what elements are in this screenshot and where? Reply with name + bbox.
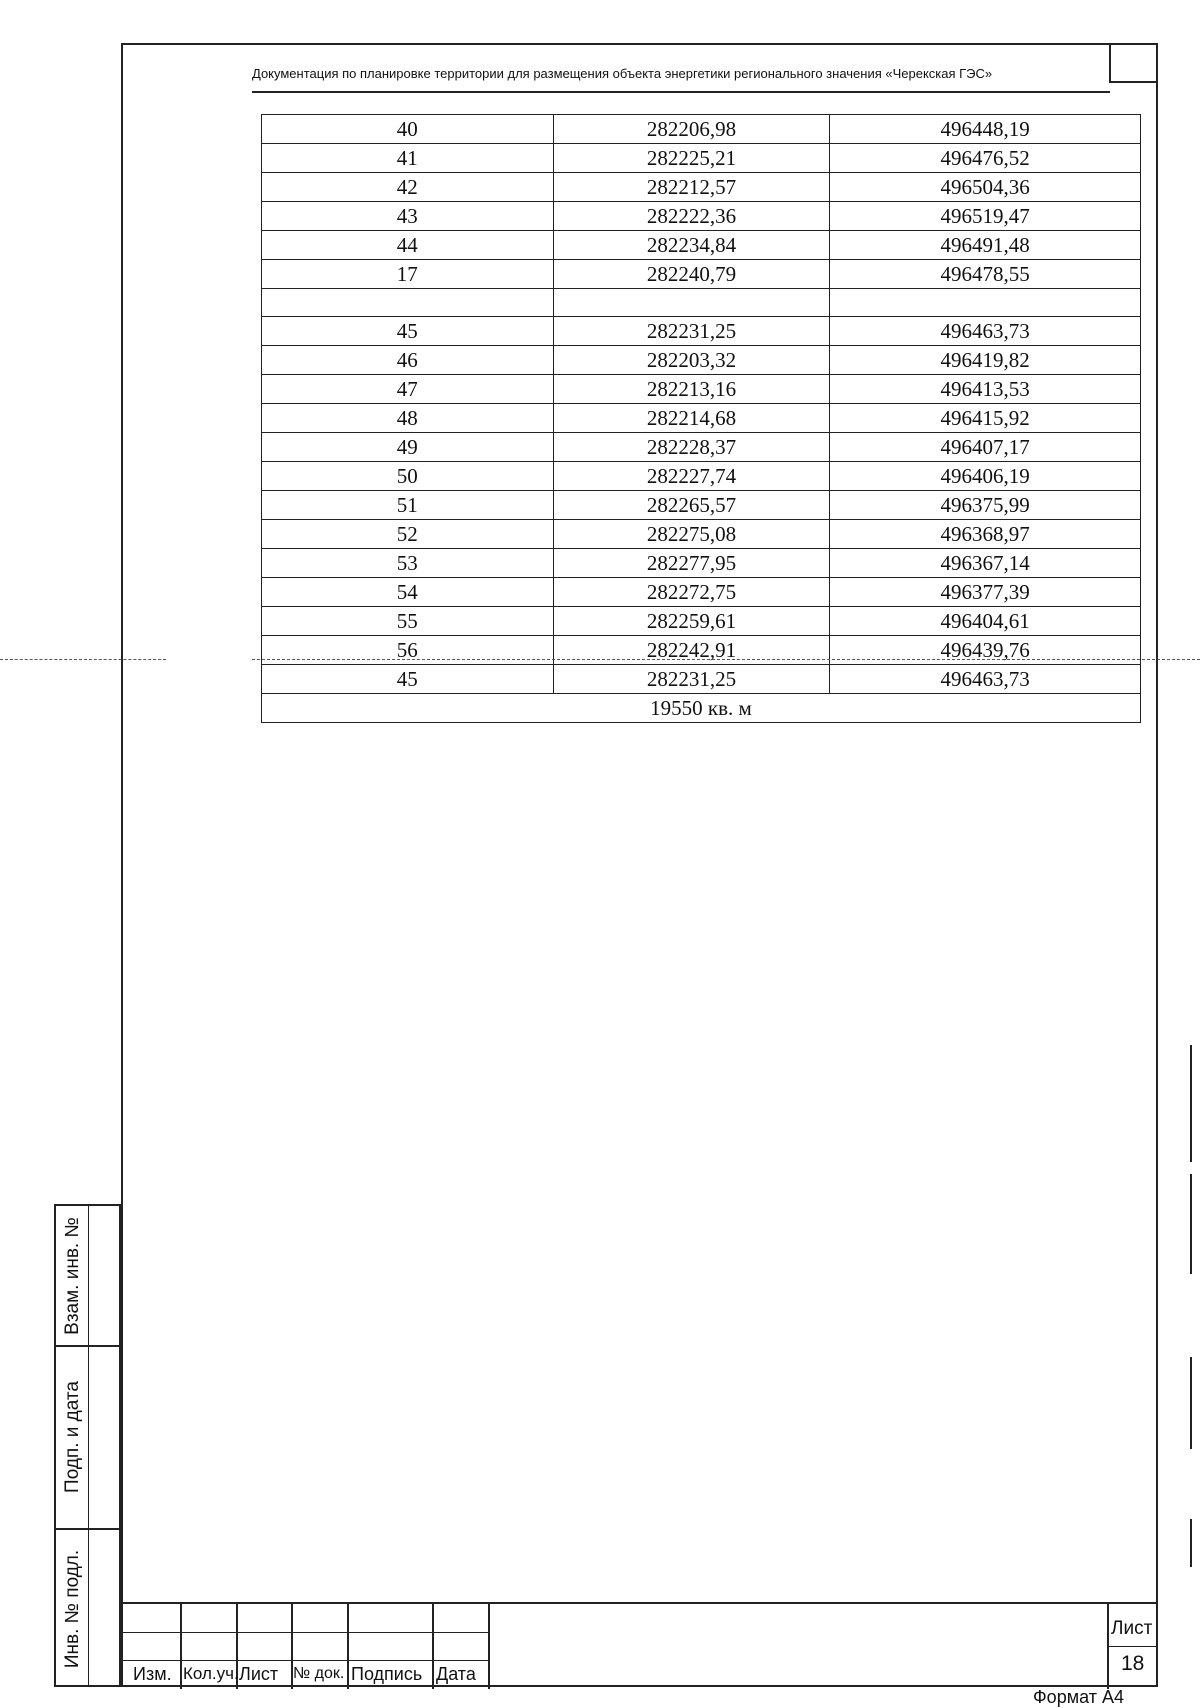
point-number-cell: 49: [262, 433, 554, 462]
title-block-col-line: [1107, 1604, 1109, 1689]
y-coordinate-cell: 496368,97: [830, 520, 1141, 549]
title-block-col-line: [488, 1604, 490, 1689]
y-coordinate-cell: 496463,73: [830, 317, 1141, 346]
x-coordinate-cell: 282206,98: [553, 115, 830, 144]
x-coordinate-cell: 282227,74: [553, 462, 830, 491]
title-block: [121, 1602, 1158, 1687]
title-block-col-line: [347, 1604, 349, 1689]
table-row: [262, 115, 1141, 144]
y-coordinate-cell: 496478,55: [830, 260, 1141, 289]
y-coordinate-cell: 496415,92: [830, 404, 1141, 433]
point-number-cell: 42: [262, 173, 554, 202]
point-number-cell: 46: [262, 346, 554, 375]
x-coordinate-cell: 282212,57: [553, 173, 830, 202]
side-stamp: [54, 1204, 121, 1687]
table-row: [262, 607, 1141, 636]
table-row: [262, 520, 1141, 549]
margin-mark: [1190, 1519, 1192, 1567]
table-row: [262, 433, 1141, 462]
y-coordinate-cell: 496413,53: [830, 375, 1141, 404]
point-number-cell: 45: [262, 317, 554, 346]
point-number-cell: 52: [262, 520, 554, 549]
table-row: [262, 231, 1141, 260]
x-coordinate-cell: 282213,16: [553, 375, 830, 404]
point-number-cell: 47: [262, 375, 554, 404]
x-coordinate-cell: 282214,68: [553, 404, 830, 433]
sheet-label: Лист: [1111, 1618, 1153, 1639]
point-number-cell: 50: [262, 462, 554, 491]
y-coordinate-cell: 496406,19: [830, 462, 1141, 491]
y-coordinate-cell: 496407,17: [830, 433, 1141, 462]
point-number-cell: 17: [262, 260, 554, 289]
y-coordinate-cell: 496439,76: [830, 636, 1141, 665]
point-number-cell: [262, 289, 554, 317]
point-number-cell: 54: [262, 578, 554, 607]
podpis-label: Подпись: [351, 1664, 423, 1684]
table-row: [262, 317, 1141, 346]
x-coordinate-cell: 282231,25: [553, 317, 830, 346]
y-coordinate-cell: 496463,73: [830, 665, 1141, 694]
table-row: [262, 404, 1141, 433]
fold-mark-left: [0, 659, 166, 660]
x-coordinate-cell: 282234,84: [553, 231, 830, 260]
point-number-cell: 51: [262, 491, 554, 520]
x-coordinate-cell: 282277,95: [553, 549, 830, 578]
point-number-cell: 55: [262, 607, 554, 636]
x-coordinate-cell: 282222,36: [553, 202, 830, 231]
inv-podl-label: Инв. № подл.: [62, 1549, 84, 1668]
izm-label: Изм.: [133, 1664, 172, 1684]
title-block-col-line: [180, 1604, 182, 1689]
fold-mark-right: [252, 659, 1200, 660]
point-number-cell: 44: [262, 231, 554, 260]
table-row: [262, 375, 1141, 404]
table-row: [262, 462, 1141, 491]
x-coordinate-cell: [553, 289, 830, 317]
x-coordinate-cell: 282272,75: [553, 578, 830, 607]
x-coordinate-cell: 282240,79: [553, 260, 830, 289]
vzam-inv-label: Взам. инв. №: [62, 1216, 83, 1335]
document-header: Документация по планировке территории для размещения объекта энергетики регионального значения «Черекская ГЭС»: [252, 66, 993, 81]
y-coordinate-cell: 496404,61: [830, 607, 1141, 636]
table-row: [262, 578, 1141, 607]
table-row: [262, 202, 1141, 231]
x-coordinate-cell: 282231,25: [553, 665, 830, 694]
y-coordinate-cell: 496448,19: [830, 115, 1141, 144]
x-coordinate-cell: 282259,61: [553, 607, 830, 636]
table-row: [262, 260, 1141, 289]
x-coordinate-cell: 282275,08: [553, 520, 830, 549]
y-coordinate-cell: 496491,48: [830, 231, 1141, 260]
point-number-cell: 43: [262, 202, 554, 231]
table-row: [262, 346, 1141, 375]
list-label: Лист: [239, 1664, 279, 1684]
coordinates-table: [261, 114, 1141, 723]
title-block-col-line: [432, 1604, 434, 1689]
y-coordinate-cell: 496519,47: [830, 202, 1141, 231]
point-number-cell: 56: [262, 636, 554, 665]
area-cell: 19550 кв. м: [262, 694, 1141, 723]
y-coordinate-cell: 496375,99: [830, 491, 1141, 520]
y-coordinate-cell: 496476,52: [830, 144, 1141, 173]
area-row: [262, 694, 1141, 723]
sheet-box-divider: [1107, 1646, 1158, 1647]
point-number-cell: 48: [262, 404, 554, 433]
table-row: [262, 636, 1141, 665]
point-number-cell: 53: [262, 549, 554, 578]
kol-uch-label: Кол.уч.: [183, 1664, 239, 1683]
y-coordinate-cell: 496504,36: [830, 173, 1141, 202]
margin-mark: [1190, 1357, 1192, 1449]
y-coordinate-cell: 496377,39: [830, 578, 1141, 607]
y-coordinate-cell: 496367,14: [830, 549, 1141, 578]
podp-data-label: Подп. и дата: [62, 1380, 84, 1493]
point-number-cell: 41: [262, 144, 554, 173]
x-coordinate-cell: 282225,21: [553, 144, 830, 173]
x-coordinate-cell: 282203,32: [553, 346, 830, 375]
x-coordinate-cell: 282228,37: [553, 433, 830, 462]
point-number-cell: 45: [262, 665, 554, 694]
format-label: Формат А4: [1033, 1687, 1124, 1707]
table-row: [262, 491, 1141, 520]
table-row: [262, 289, 1141, 317]
x-coordinate-cell: 282265,57: [553, 491, 830, 520]
y-coordinate-cell: [830, 289, 1141, 317]
n-dok-label: № док.: [293, 1665, 345, 1682]
data-label: Дата: [436, 1664, 476, 1684]
table-row: [262, 144, 1141, 173]
y-coordinate-cell: 496419,82: [830, 346, 1141, 375]
table-row: [262, 549, 1141, 578]
sheet-number: 18: [1121, 1652, 1145, 1675]
table-row: [262, 173, 1141, 202]
point-number-cell: 40: [262, 115, 554, 144]
table-row: [262, 665, 1141, 694]
x-coordinate-cell: 282242,91: [553, 636, 830, 665]
header-underline: [252, 91, 1110, 93]
margin-mark: [1190, 1174, 1192, 1274]
corner-box: [1109, 43, 1158, 83]
margin-mark: [1190, 1045, 1192, 1162]
